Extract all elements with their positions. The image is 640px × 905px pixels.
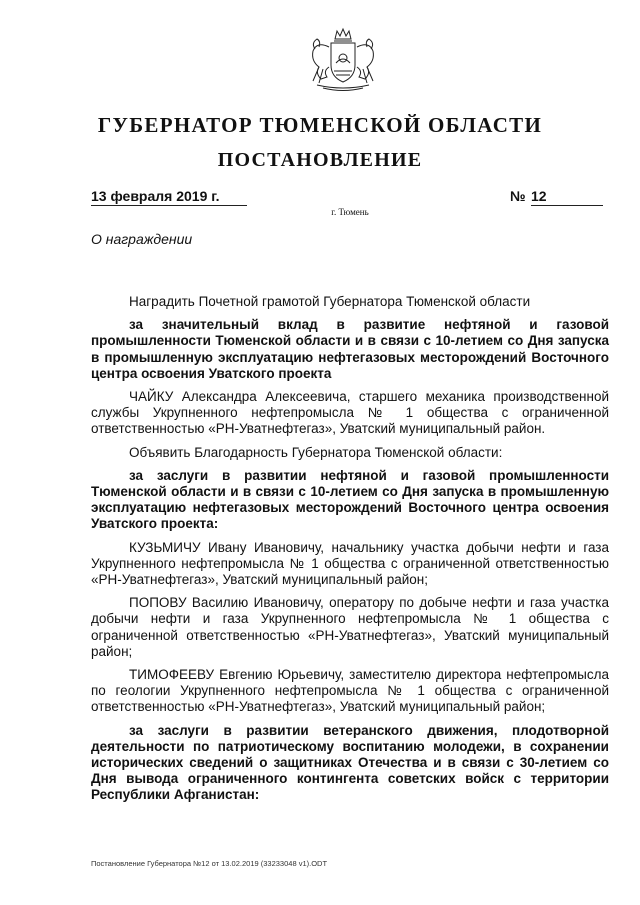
paragraph-award-reason: за значительный вклад в развитие нефтяной и газовой промышленности Тюменской области и в связи с 10-летием со Дня запуска в промышленную эксплуатацию нефтегазовых месторождений Восточного центра освоения Уватского проекта: [91, 317, 609, 381]
document-type: ПОСТАНОВЛЕНИЕ: [217, 149, 423, 171]
paragraph-award-intro: Наградить Почетной грамотой Губернатора Тюменской области: [129, 294, 531, 309]
document-body: [91, 294, 609, 811]
issuer-title: ГУБЕРНАТОР ТЮМЕНСКОЙ ОБЛАСТИ: [97, 113, 543, 137]
paragraph-recipient: ТИМОФЕЕВУ Евгению Юрьевичу, заместителю директора нефтепромысла по геологии Укрупненного нефтепромысла № 1 общества с ограниченной ответственностью «РН-Уватнефтегаз», Уватский муниципальный район;: [91, 667, 609, 715]
document-footer: Постановление Губернатора №12 от 13.02.2019 (33233048 v1).ODT: [91, 859, 328, 868]
paragraph-gratitude-reason: за заслуги в развитии ветеранского движения, плодотворной деятельности по патриотическому воспитанию молодежи, в сохранении исторических сведений о защитниках Отечества и в связи с 30-летием со Дня вывода ограниченного контингента советских войск с территории Республики Афганистан:: [91, 722, 609, 803]
paragraph-recipient: КУЗЬМИЧУ Ивану Ивановичу, начальнику участка добычи нефти и газа Укрупненного нефтепромысла № 1 общества с ограниченной ответственностью «РН-Уватнефтегаз», Уватский муниципальный район;: [91, 539, 609, 588]
document-date: 13 февраля 2019 г.: [91, 188, 247, 206]
paragraph-awardee: ЧАЙКУ Александра Алексеевича, старшего механика производственной службы Укрупненного нефтепромысла № 1 общества с ограниченной ответственностью «РН-Уватнефтегаз», Уватский муниципальный район.: [91, 389, 609, 437]
paragraph-gratitude-intro: Объявить Благодарность Губернатора Тюменской области:: [129, 444, 503, 460]
number-label: №: [510, 188, 526, 204]
paragraph-gratitude-reason: за заслуги в развитии нефтяной и газовой промышленности Тюменской области и в связи с 10-летием со Дня запуска в промышленную эксплуатацию нефтегазовых месторождений Восточного центра освоения Уватского проекта:: [91, 467, 609, 532]
paragraph-recipient: ПОПОВУ Василию Ивановичу, оператору по добыче нефти и газа участка добычи нефти и газа Укрупненного нефтепромысла № 1 общества с ограниченной ответственностью «РН-Уватнефтегаз», Уватский муниципальный район;: [91, 595, 609, 659]
coat-of-arms-icon: [303, 27, 383, 93]
document-number: 12: [531, 188, 603, 206]
document-subject: О награждении: [91, 231, 193, 247]
city-label: г. Тюмень: [331, 207, 369, 217]
